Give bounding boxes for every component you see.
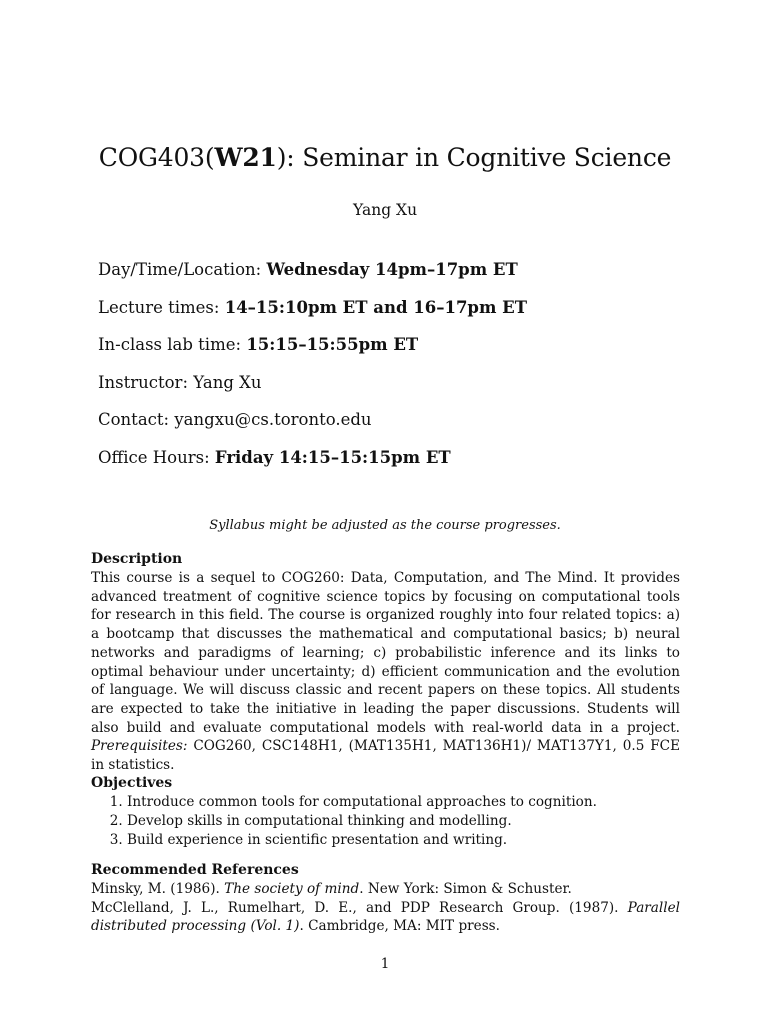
description-heading: Description: [91, 551, 183, 567]
prerequisites-text: COG260, CSC148H1, (MAT135H1, MAT136H1)/ MAT137Y1, 0.5 FCE in statistics.: [91, 738, 680, 774]
references-heading: Recommended References: [91, 862, 299, 878]
day-time-location: Day/Time/Location: Wednesday 14pm–17pm ET: [98, 260, 518, 279]
list-item: 1. Introduce common tools for computational approaches to cognition.: [127, 793, 680, 812]
objectives-heading: Objectives: [91, 775, 173, 791]
objectives-list: [91, 793, 680, 850]
reference-item: Minsky, M. (1986). The society of mind. New York: Simon & Schuster.: [91, 881, 572, 897]
list-item: 3. Build experience in scientific presentation and writing.: [127, 831, 680, 850]
contact-email: yangxu@cs.toronto.edu: [174, 410, 372, 429]
term-code: W21: [214, 143, 277, 172]
list-item: 2. Develop skills in computational thinking and modelling.: [127, 812, 680, 831]
prerequisites-label: Prerequisites:: [91, 738, 188, 755]
page-title: COG403(W21): Seminar in Cognitive Science: [98, 143, 672, 172]
page-number: 1: [380, 956, 390, 972]
references-section: [91, 861, 680, 936]
office-hours: Office Hours: Friday 14:15–15:15pm ET: [98, 447, 451, 467]
reference-item: McClelland, J. L., Rumelhart, D. E., and PDP Research Group. (1987). Parallel distributed processing (Vol. 1). Cambridge, MA: MIT press.: [91, 899, 680, 935]
objectives-section: [91, 774, 680, 850]
contact: Contact: yangxu@cs.toronto.edu: [98, 410, 372, 429]
lab-time: In-class lab time: 15:15–15:55pm ET: [98, 335, 419, 354]
instructor: Instructor: Yang Xu: [98, 372, 262, 392]
description-section: [91, 550, 680, 775]
course-info: [98, 258, 698, 483]
author-name: Yang Xu: [352, 201, 418, 219]
lecture-times: Lecture times: 14–15:10pm ET and 16–17pm ET: [98, 297, 528, 317]
description-text: This course is a sequel to COG260: Data, Computation, and The Mind. It provides advanced treatment of cognitive science topics by focusing on computational tools for research in this field. The course is organized roughly into four related topics: a) a bootcamp that discusses the mathematical and computational basics; b) neural networks and paradigms of learning; c) probabilistic inference and its links to optimal behaviour under uncertainty; d) efficient communication and the evolution of language. We will discuss classic and recent papers on these topics. All students are expected to take the initiative in leading the paper discussions. Students will also build and evaluate computational models with real-world data in a project. Prerequisites: COG260, CSC148H1, (MAT135H1, MAT136H1)/ MAT137Y1, 0.5 FCE in statistics.: [91, 570, 680, 774]
syllabus-note: Syllabus might be adjusted as the course progresses.: [209, 518, 561, 533]
